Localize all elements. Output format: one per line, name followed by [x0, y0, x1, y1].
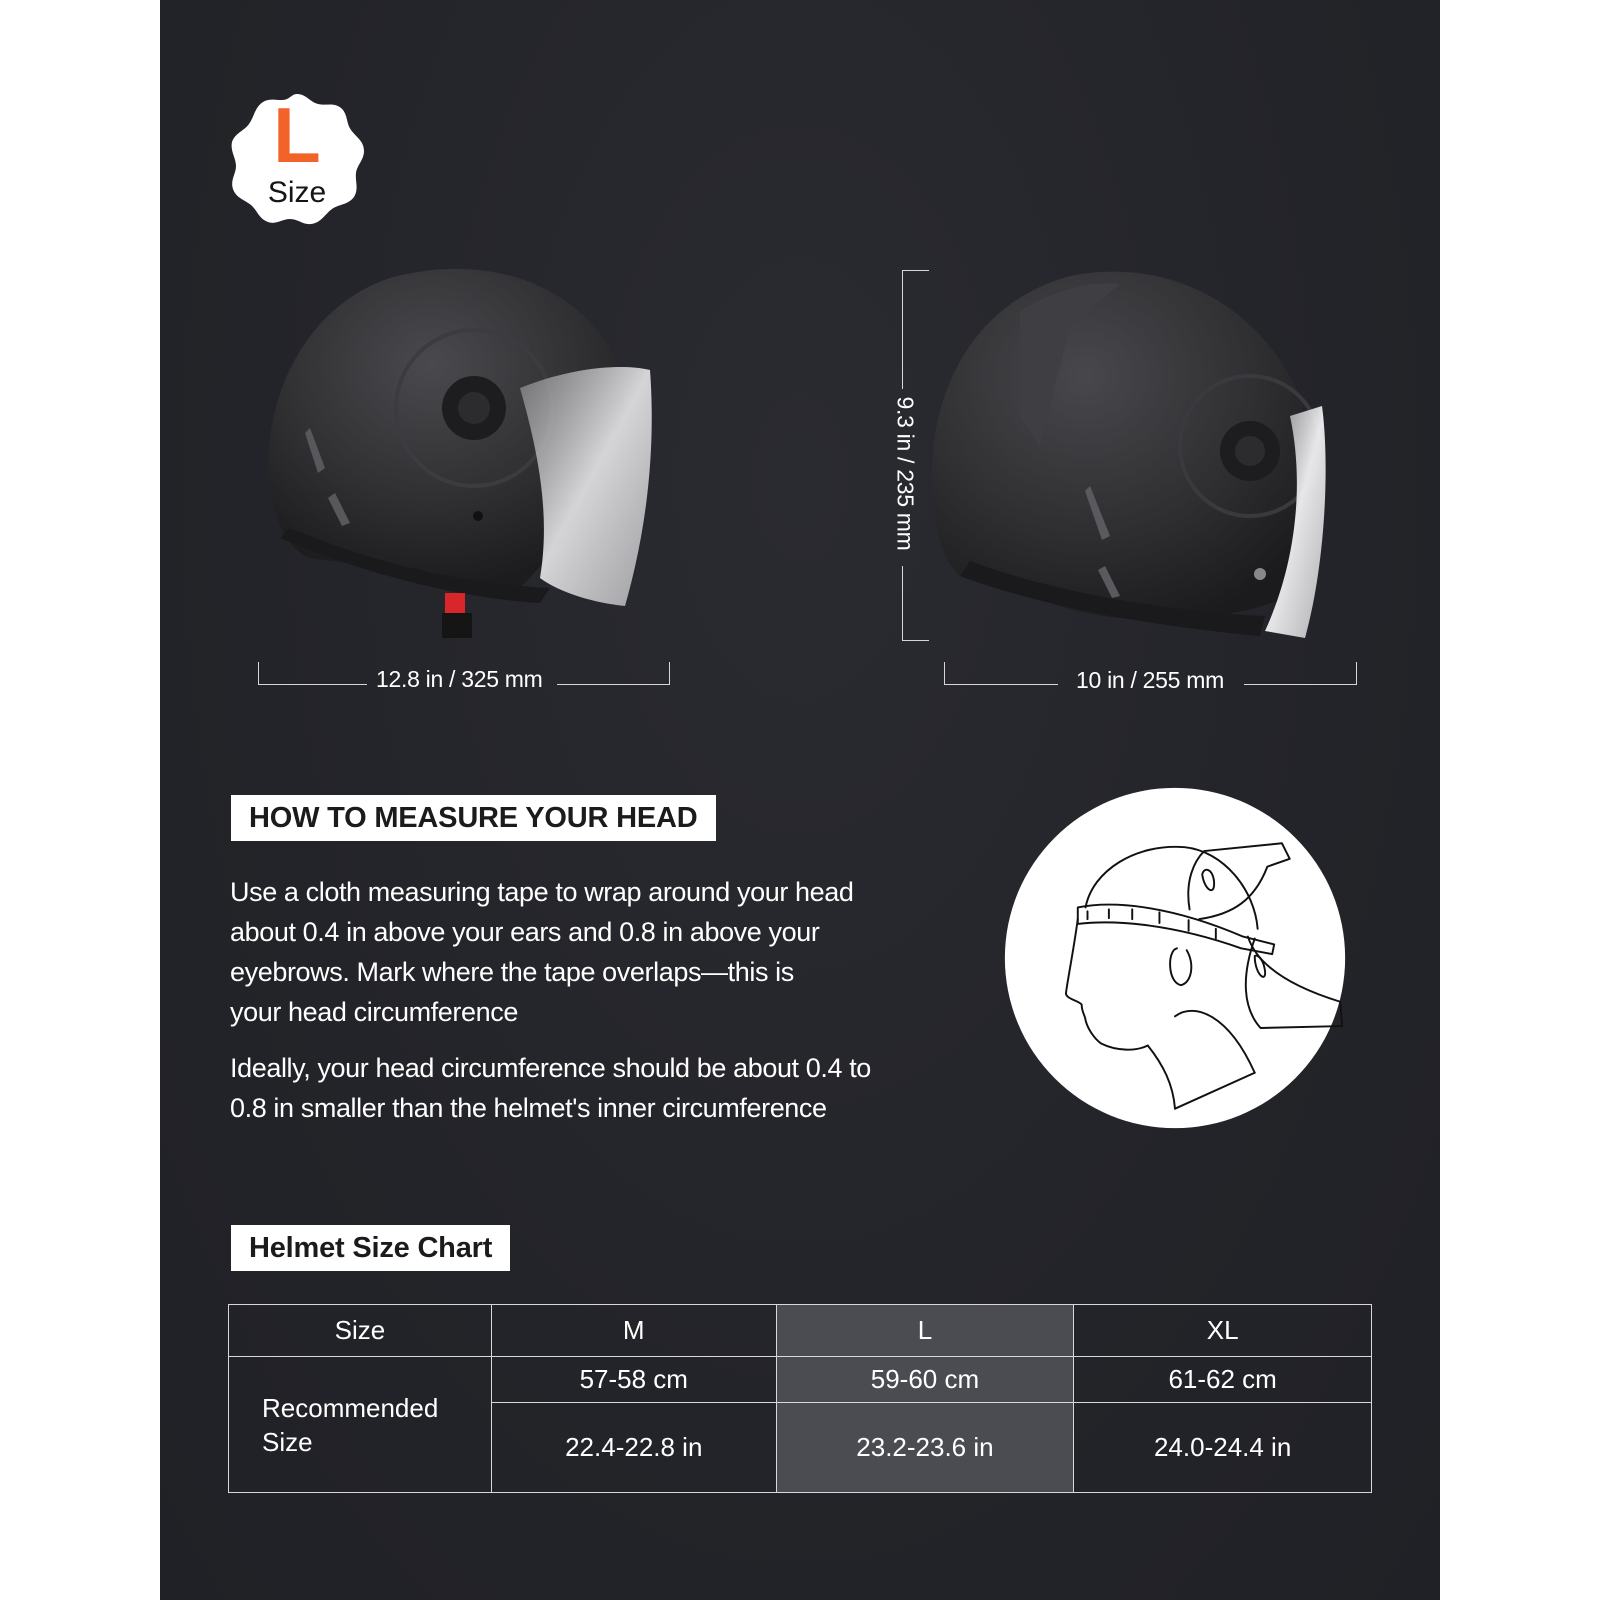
size-badge — [228, 90, 366, 228]
text-line: eyebrows. Mark where the tape overlaps—this is — [230, 957, 794, 987]
rear-height-label: 9.3 in / 235 mm — [892, 396, 919, 551]
dimension-line-bottom — [902, 566, 929, 641]
badge-size-word: Size — [267, 176, 327, 209]
size-chart-table — [228, 1304, 1372, 1493]
label-line: Recommended — [262, 1392, 439, 1423]
text-line: about 0.4 in above your ears and 0.8 in above your — [230, 917, 820, 947]
text-line: Use a cloth measuring tape to wrap around your head — [230, 877, 854, 907]
cell-xl-in: 24.0-24.4 in — [1074, 1403, 1372, 1493]
text-line: Ideally, your head circumference should be about 0.4 to — [230, 1053, 871, 1083]
helmet-rear-view-image — [920, 266, 1340, 656]
head-measuring-illustration — [1000, 783, 1350, 1133]
cell-m-in: 22.4-22.8 in — [491, 1403, 776, 1493]
dimension-line-left — [944, 662, 1058, 685]
helmet-side-view-image — [250, 258, 670, 658]
header-cell-m: M — [491, 1305, 776, 1357]
fit-recommendation — [230, 1048, 871, 1128]
dimension-line-right — [1244, 662, 1357, 685]
text-line: your head circumference — [230, 997, 518, 1027]
dimension-line-left — [258, 662, 367, 685]
label-line: Size — [262, 1426, 313, 1457]
header-cell-l: L — [776, 1305, 1074, 1357]
badge-size-letter: L — [273, 91, 321, 179]
cell-l-cm: 59-60 cm — [776, 1357, 1074, 1403]
cell-m-cm: 57-58 cm — [491, 1357, 776, 1403]
measure-heading: HOW TO MEASURE YOUR HEAD — [231, 795, 716, 841]
table-row-cm — [229, 1357, 1372, 1403]
cell-l-in: 23.2-23.6 in — [776, 1403, 1074, 1493]
dimension-line-right — [557, 662, 670, 685]
cell-xl-cm: 61-62 cm — [1074, 1357, 1372, 1403]
side-width-label: 12.8 in / 325 mm — [376, 666, 543, 692]
rear-width-label: 10 in / 255 mm — [1076, 667, 1224, 693]
table-header-row — [229, 1305, 1372, 1357]
text-line: 0.8 in smaller than the helmet's inner circumference — [230, 1093, 827, 1123]
header-cell-size: Size — [229, 1305, 492, 1357]
recommended-size-label — [229, 1357, 492, 1493]
measure-instructions — [230, 872, 854, 1032]
size-chart-heading: Helmet Size Chart — [231, 1225, 510, 1271]
header-cell-xl: XL — [1074, 1305, 1372, 1357]
